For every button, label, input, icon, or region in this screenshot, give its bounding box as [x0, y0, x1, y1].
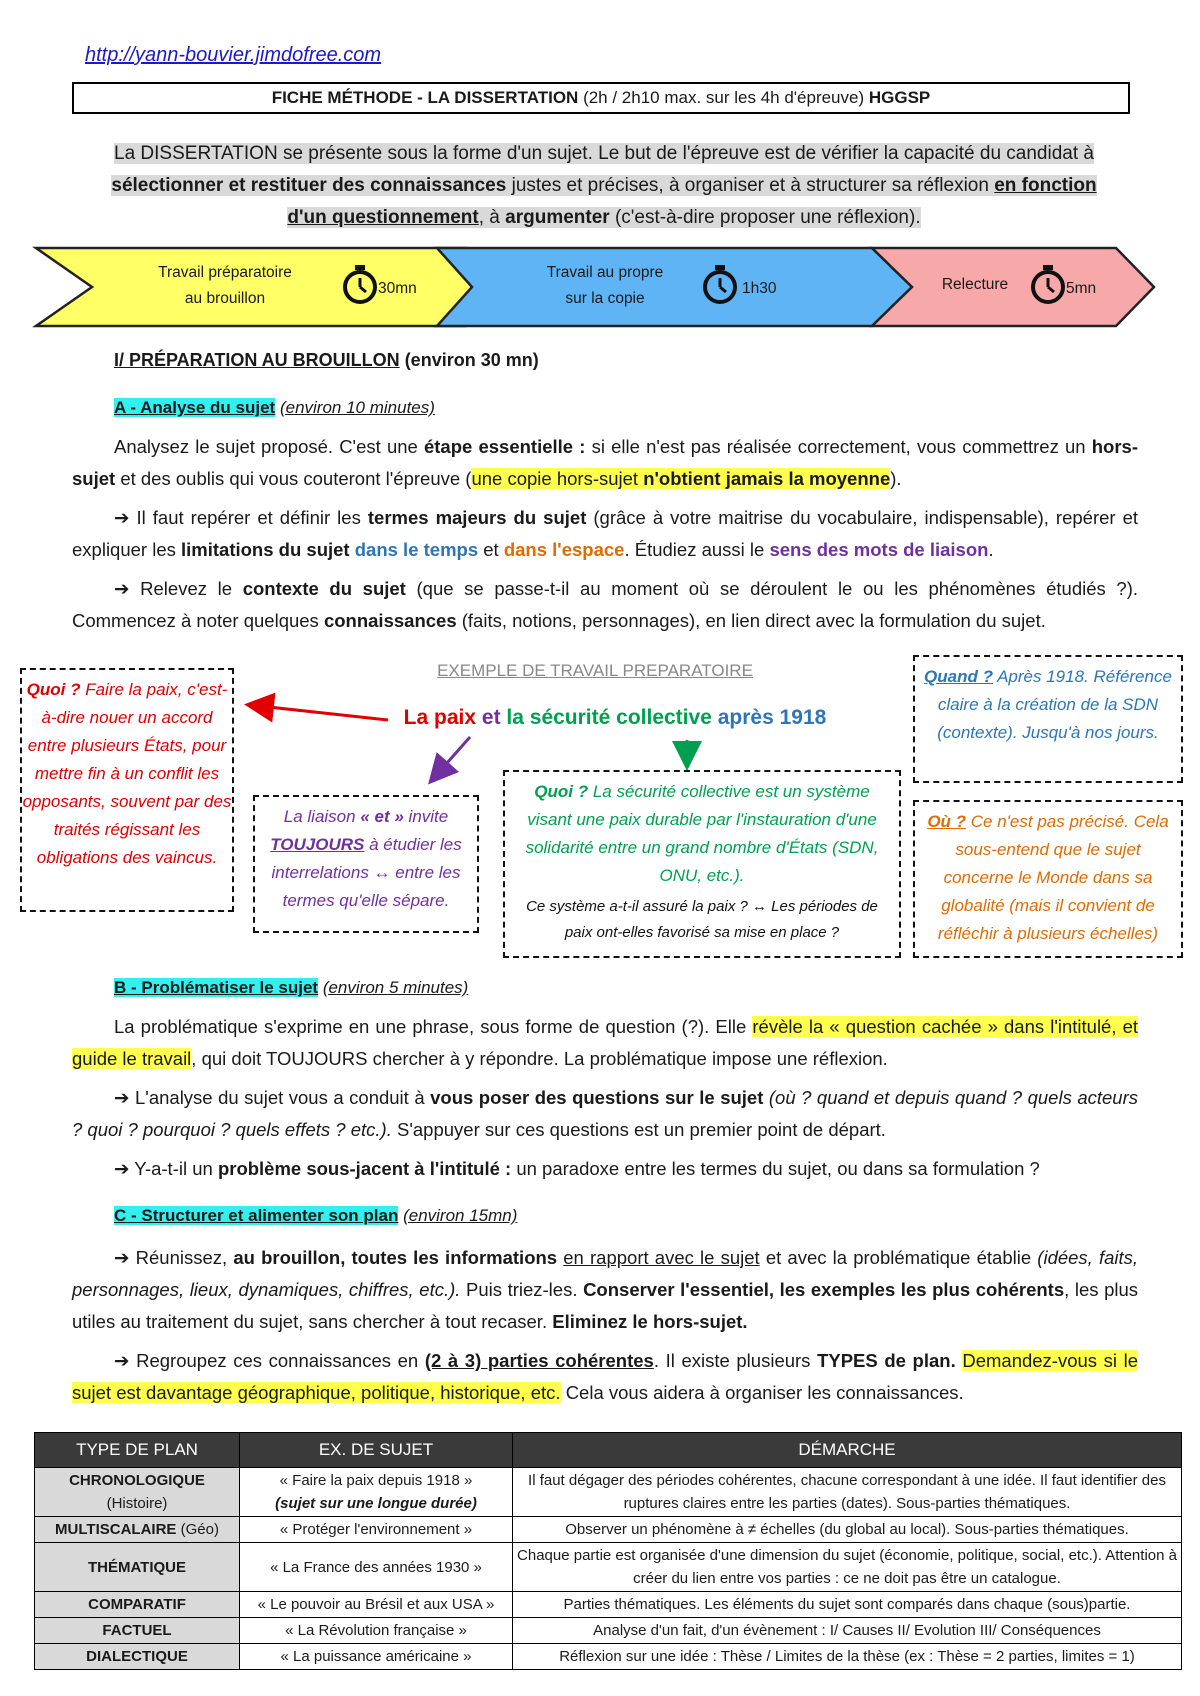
- title-duration: (2h / 2h10 max. sur les 4h d'épreuve): [583, 88, 865, 107]
- plan-method-cell: Observer un phénomène à ≠ échelles (du global au local). Sous-parties thématiques.: [513, 1517, 1182, 1543]
- plan-type-cell: FACTUEL: [35, 1618, 240, 1644]
- section-b-paragraph-2: ➔ L'analyse du sujet vous a conduit à vous poser des questions sur le sujet (où ? quand et depuis quand ? quels acteurs ? quoi ? pourquoi ? quels effets ? etc.). S'appuyer sur ces questions est un premier point de départ.: [72, 1087, 1138, 1140]
- intro-paragraph: [80, 138, 1128, 234]
- plan-types-table: [34, 1432, 1182, 1670]
- plan-type-cell: DIALECTIQUE: [35, 1644, 240, 1670]
- arrow-to-quoi: [250, 705, 388, 720]
- table-header-row: [35, 1433, 1182, 1468]
- example-subject: La paix et la sécurité collective après 1918: [403, 706, 827, 729]
- plan-method-cell: Réflexion sur une idée : Thèse / Limites de la thèse (ex : Thèse = 2 parties, limites = 1): [513, 1644, 1182, 1670]
- timeline-step-2-time: 1h30: [742, 280, 777, 297]
- plan-example-cell: « La France des années 1930 »: [240, 1543, 513, 1592]
- table-header: EX. DE SUJET: [240, 1433, 513, 1468]
- table-row: [35, 1644, 1182, 1670]
- plan-method-cell: Il faut dégager des périodes cohérentes, chacune correspondant à une idée. Il faut identifier des ruptures claires entre les parties (dates). Sous-parties thématiques.: [513, 1468, 1182, 1517]
- plan-example-cell: « Le pouvoir au Brésil et aux USA »: [240, 1592, 513, 1618]
- box-quoi-paix: Quoi ? Faire la paix, c'est-à-dire nouer un accord entre plusieurs États, pour mettre fin à un conflit les opposants, souvent par des traités régissant les obligations des vaincus.: [20, 668, 234, 912]
- timeline-step-1-time: 30mn: [378, 280, 417, 297]
- plan-type-cell: MULTISCALAIRE (Géo): [35, 1517, 240, 1543]
- table-row: [35, 1468, 1182, 1517]
- arrow-to-liaison: [432, 737, 470, 780]
- section-a-heading: A - Analyse du sujet (environ 10 minutes): [114, 398, 435, 417]
- intro-line-1: La DISSERTATION se présente sous la forme d'un sujet. Le but de l'épreuve est de vérifier la capacité du candidat à: [114, 143, 1094, 164]
- plan-method-cell: Analyse d'un fait, d'un évènement : I/ Causes II/ Evolution III/ Conséquences: [513, 1618, 1182, 1644]
- timeline-step-3-label: Relecture: [941, 276, 1009, 293]
- timeline-step-1-label: Travail préparatoire au brouillon: [158, 264, 292, 307]
- table-row: [35, 1618, 1182, 1644]
- page-title: [72, 82, 1130, 114]
- plan-example-cell: « Protéger l'environnement »: [240, 1517, 513, 1543]
- section-b-paragraph-1: La problématique s'exprime en une phrase, sous forme de question (?). Elle révèle la « question cachée » dans l'intitulé, et guide le travail, qui doit TOUJOURS chercher à y répondre. La problématique impose une réflexion.: [72, 1016, 1139, 1069]
- box-ou: Où ? Ce n'est pas précisé. Cela sous-entend que le sujet concerne le Monde dans sa globalité (mais il convient de réfléchir à plusieurs échelles): [913, 800, 1183, 958]
- plan-method-cell: Parties thématiques. Les éléments du sujet sont comparés dans chaque (sous)partie.: [513, 1592, 1182, 1618]
- box-securite: Quoi ? La sécurité collective est un système visant une paix durable par l'instauration d'une solidarité entre un grand nombre d'États (SDN, ONU, etc.). Ce système a-t-il assuré la paix ? ↔ Les périodes de paix ont-elles favorisé sa mise en place ?: [503, 770, 901, 958]
- example-heading: EXEMPLE DE TRAVAIL PREPARATOIRE: [437, 661, 753, 680]
- table-header: DÉMARCHE: [513, 1433, 1182, 1468]
- intro-line-3: d'un questionnement, à argumenter (c'est-à-dire proposer une réflexion).: [287, 207, 921, 228]
- table-row: [35, 1592, 1182, 1618]
- plan-type-cell: THÉMATIQUE: [35, 1543, 240, 1592]
- plan-type-cell: CHRONOLOGIQUE (Histoire): [35, 1468, 240, 1517]
- section-a-paragraph-1: Analysez le sujet proposé. C'est une étape essentielle : si elle n'est pas réalisée correctement, vous commettrez un hors-sujet et des oublis qui vous couteront l'épreuve (une copie hors-sujet n'obtient jamais la moyenne).: [72, 436, 1138, 489]
- intro-line-2: sélectionner et restituer des connaissances justes et précises, à organiser et à structurer sa réflexion en fonction: [111, 175, 1097, 196]
- section-1-heading: I/ PRÉPARATION AU BROUILLON (environ 30 mn): [114, 350, 539, 370]
- table-row: [35, 1517, 1182, 1543]
- section-a-paragraph-3: ➔ Relevez le contexte du sujet (que se passe-t-il au moment où se déroulent le ou les phénomènes étudiés ?). Commencez à noter quelques connaissances (faits, notions, personnages), en lien direct avec la formulation du sujet.: [72, 578, 1139, 631]
- box-quand: Quand ? Après 1918. Référence claire à la création de la SDN (contexte). Jusqu'à nos jours.: [913, 655, 1183, 783]
- timeline-step-3-time: 5mn: [1066, 280, 1097, 297]
- plan-type-cell: COMPARATIF: [35, 1592, 240, 1618]
- section-c-heading: C - Structurer et alimenter son plan (environ 15mn): [114, 1206, 518, 1225]
- plan-method-cell: Chaque partie est organisée d'une dimension du sujet (économie, politique, social, etc.). Attention à créer du lien entre vos parties : ce ne doit pas être un catalogue.: [513, 1543, 1182, 1592]
- section-b-paragraph-3: ➔ Y-a-t-il un problème sous-jacent à l'intitulé : un paradoxe entre les termes du sujet, ou dans sa formulation ?: [114, 1158, 1040, 1179]
- plan-example-cell: « Faire la paix depuis 1918 » (sujet sur une longue durée): [240, 1468, 513, 1517]
- title-tag: HGGSP: [868, 88, 931, 107]
- section-c-paragraph-2: ➔ Regroupez ces connaissances en (2 à 3) parties cohérentes. Il existe plusieurs TYPES de plan. Demandez-vous si le sujet est davantage géographique, politique, historique, etc. Cela vous aidera à organiser les connaissances.: [72, 1350, 1139, 1403]
- table-header: TYPE DE PLAN: [35, 1433, 240, 1468]
- source-link[interactable]: http://yann-bouvier.jimdofree.com: [85, 44, 382, 66]
- box-securite-question: Ce système a-t-il assuré la paix ? ↔ Les périodes de paix ont-elles favorisé sa mise en place ?: [526, 898, 878, 941]
- box-liaison: La liaison « et » invite TOUJOURS à étudier les interrelations ↔ entre les termes qu'elle sépare.: [253, 795, 479, 933]
- plan-example-cell: « La Révolution française »: [240, 1618, 513, 1644]
- timeline-step-2-label: Travail au propre sur la copie: [546, 264, 664, 307]
- section-c-paragraph-1: ➔ Réunissez, au brouillon, toutes les informations en rapport avec le sujet et avec la problématique établie (idées, faits, personnages, lieux, dynamiques, chiffres, etc.). Puis triez-les. Conserver l'essentiel, les exemples les plus cohérents, les plus utiles au traitement du sujet, sans chercher à tout recaser. Eliminez le hors-sujet.: [72, 1247, 1139, 1332]
- title-main: FICHE MÉTHODE - LA DISSERTATION: [271, 88, 579, 107]
- table-row: [35, 1543, 1182, 1592]
- plan-example-cell: « La puissance américaine »: [240, 1644, 513, 1670]
- section-a-paragraph-2: ➔ Il faut repérer et définir les termes majeurs du sujet (grâce à votre maitrise du vocabulaire, indispensable), repérer et expliquer les limitations du sujet dans le temps et dans l'espace. Étudiez aussi le sens des mots de liaison.: [72, 507, 1139, 560]
- section-b-heading: B - Problématiser le sujet (environ 5 minutes): [114, 978, 469, 997]
